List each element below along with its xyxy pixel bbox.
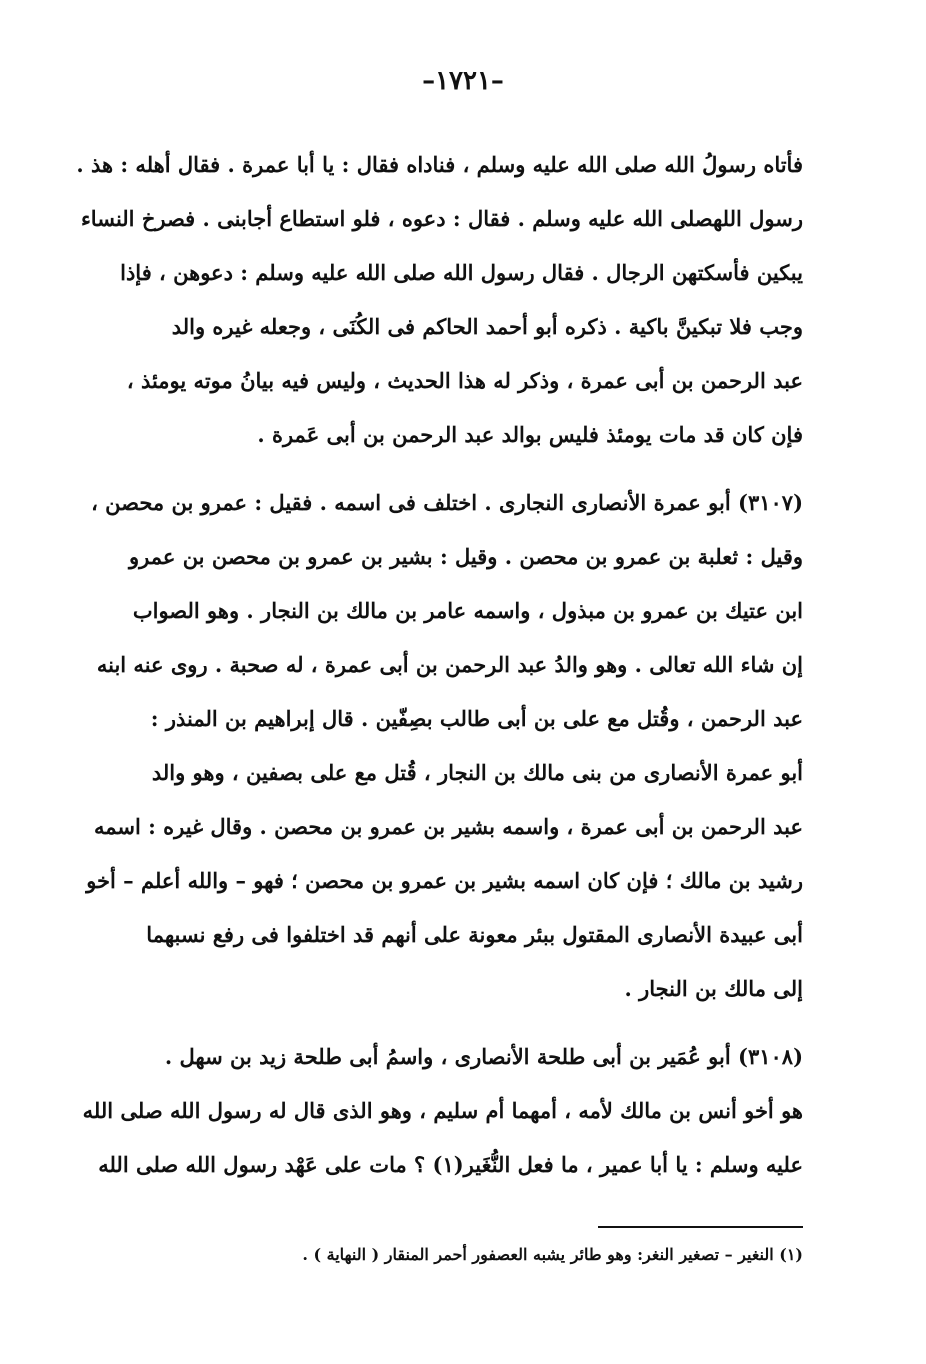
text-line: (٣١٠٨) أبو عُمَير بن أبى طلحة الأنصارى ، واسمُ أبى طلحة زيد بن سهل . [164, 1044, 803, 1069]
text-line: فإن كان قد مات يومئذ فليس بوالد عبد الرحمن بن أبى عَمرة . [257, 422, 803, 447]
text-line: عبد الرحمن بن أبى عمرة ، واسمه بشير بن عمرو بن محصن . وقال غيره : اسمه [93, 814, 803, 839]
entry-3107 [86, 476, 803, 1016]
entry-3108 [82, 1030, 803, 1192]
footnote-divider [598, 1226, 803, 1228]
text-line: هو أخو أنس بن مالك لأمه ، أمهما أم سليم ، وهو الذى قال له رسول الله صلى الله [82, 1098, 803, 1123]
text-line: يبكين فأسكتهن الرجال . فقال رسول الله صلى الله عليه وسلم : دعوهن ، فإذا [120, 260, 803, 285]
page-number: –١٧٢١– [422, 66, 504, 96]
text-line: أبى عبيدة الأنصارى المقتول ببئر معونة على أنهم قد اختلفوا فى رفع نسبهما [146, 922, 803, 947]
text-line: إن شاء الله تعالى . وهو والدُ عبد الرحمن بن أبى عمرة ، له صحبة . روى عنه ابنه [96, 652, 803, 677]
text-line: عليه وسلم : يا أبا عمير ، ما فعل النُّغَير(١) ؟ مات على عَهْد رسول الله صلى الله [98, 1152, 803, 1177]
text-line: عبد الرحمن بن أبى عمرة ، وذكر له هذا الحديث ، وليس فيه بيانُ موته يومئذ ، [126, 368, 803, 393]
text-line: رسول اللهصلى الله عليه وسلم . فقال : دعوه ، فلو استطاع أجابنى . فصرخ النساء [80, 206, 803, 231]
text-line: إلى مالك بن النجار . [624, 976, 803, 1001]
text-line: أبو عمرة الأنصارى من بنى مالك بن النجار ، قُتل مع على بصفين ، وهو والد [151, 760, 803, 785]
text-line: ابن عتيك بن عمرو بن مبذول ، واسمه عامر بن مالك بن النجار . وهو الصواب [132, 598, 803, 623]
text-line: فأتاه رسولُ الله صلى الله عليه وسلم ، فناداه فقال : يا أبا عمرة . فقال أهله : هذ . [76, 152, 803, 177]
text-line: رشيد بن مالك ؛ فإن كان اسمه بشير بن عمرو بن محصن ؛ فهو – والله أعلم – أخو [86, 868, 803, 893]
text-line: وجب فلا تبكينَّ باكية . ذكره أبو أحمد الحاكم فى الكُنَى ، وجعله غيره والد [171, 314, 803, 339]
text-line: (٣١٠٧) أبو عمرة الأنصارى النجارى . اختلف فى اسمه . فقيل : عمرو بن محصن ، [91, 490, 803, 515]
footnote: (١) النغير – تصغير النغر: وهو طائر يشبه العصفور أحمر المنقار ( النهاية ) . [302, 1245, 803, 1264]
text-line: عبد الرحمن ، وقُتل مع على بن أبى طالب بصِفّين . قال إبراهيم بن المنذر : [150, 706, 803, 731]
text-line: وقيل : ثعلبة بن عمرو بن محصن . وقيل : بشير بن عمرو بن محصن بن عمرو [128, 544, 803, 569]
paragraph-gap [148, 462, 803, 476]
paragraph-gap [148, 1016, 803, 1030]
main-text [76, 138, 803, 1192]
paragraph-1 [76, 138, 803, 462]
